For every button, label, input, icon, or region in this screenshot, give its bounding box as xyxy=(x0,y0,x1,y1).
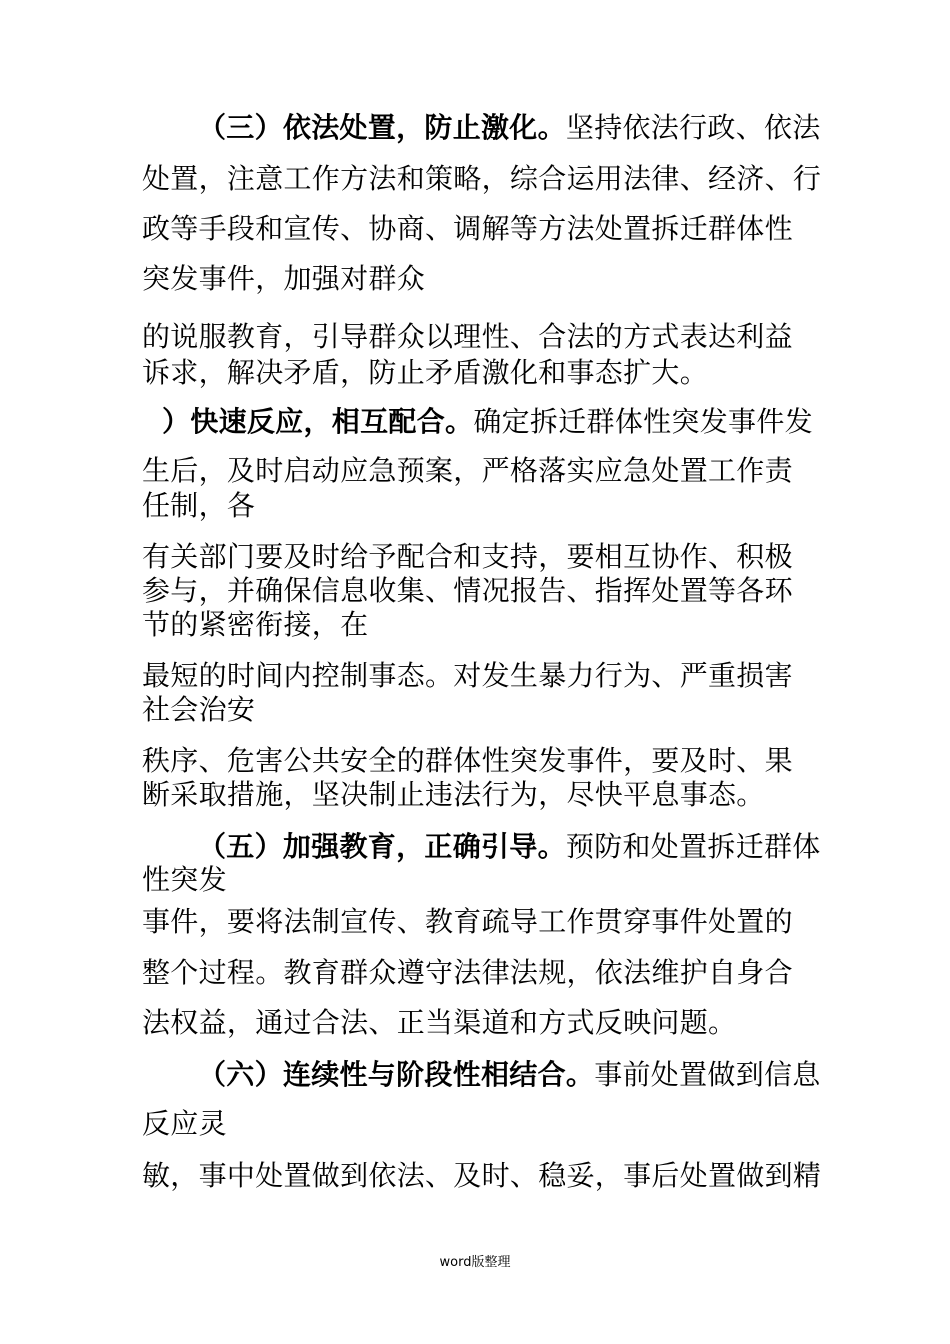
text-line: ）快速反应，相互配合。确定拆迁群体性突发事件发 xyxy=(162,405,813,438)
text-line: 敏，事中处置做到依法、及时、稳妥，事后处置做到精 xyxy=(142,1159,822,1192)
text-line: 性突发 xyxy=(142,863,227,896)
text-line: （五）加强教育，正确引导。预防和处置拆迁群体 xyxy=(198,830,821,863)
text-line: 最短的时间内控制事态。对发生暴力行为、严重损害 xyxy=(142,659,793,692)
section-heading: ）快速反应，相互配合。 xyxy=(162,405,474,438)
text-line: （三）依法处置，防止激化。坚持依法行政、依法 xyxy=(198,111,821,144)
text-line: 的说服教育，引导群众以理性、合法的方式表达利益 xyxy=(142,320,793,353)
section-heading: （六）连续性与阶段性相结合。 xyxy=(198,1058,595,1091)
text-line: 处置，注意工作方法和策略，综合运用法律、经济、行 xyxy=(142,162,822,195)
text-line: 参与，并确保信息收集、情况报告、指挥处置等各环 xyxy=(142,574,793,607)
text-line: 有关部门要及时给予配合和支持，要相互协作、积极 xyxy=(142,540,793,573)
section-heading: （五）加强教育，正确引导。 xyxy=(198,830,566,863)
text-line: 任制，各 xyxy=(142,489,256,522)
text-line: 法权益，通过合法、正当渠道和方式反映问题。 xyxy=(142,1006,737,1039)
text-line: 诉求，解决矛盾，防止矛盾激化和事态扩大。 xyxy=(142,356,709,389)
section-heading: （三）依法处置，防止激化。 xyxy=(198,111,566,144)
text-line: 政等手段和宣传、协商、调解等方法处置拆迁群体性 xyxy=(142,212,793,245)
text-line: （六）连续性与阶段性相结合。事前处置做到信息 xyxy=(198,1058,821,1091)
text-line: 突发事件，加强对群众 xyxy=(142,262,426,295)
text-line: 节的紧密衔接，在 xyxy=(142,608,369,641)
text-line: 反应灵 xyxy=(142,1107,227,1140)
text-line: 断采取措施，坚决制止违法行为，尽快平息事态。 xyxy=(142,778,765,811)
text-line: 生后，及时启动应急预案，严格落实应急处置工作责 xyxy=(142,454,793,487)
text-line: 秩序、危害公共安全的群体性突发事件，要及时、果 xyxy=(142,744,793,777)
text-line: 整个过程。教育群众遵守法律法规，依法维护自身合 xyxy=(142,956,793,989)
page-footer: word版整理 xyxy=(439,1255,511,1270)
text-line: 事件，要将法制宣传、教育疏导工作贯穿事件处置的 xyxy=(142,905,793,938)
text-line: 社会治安 xyxy=(142,693,256,726)
